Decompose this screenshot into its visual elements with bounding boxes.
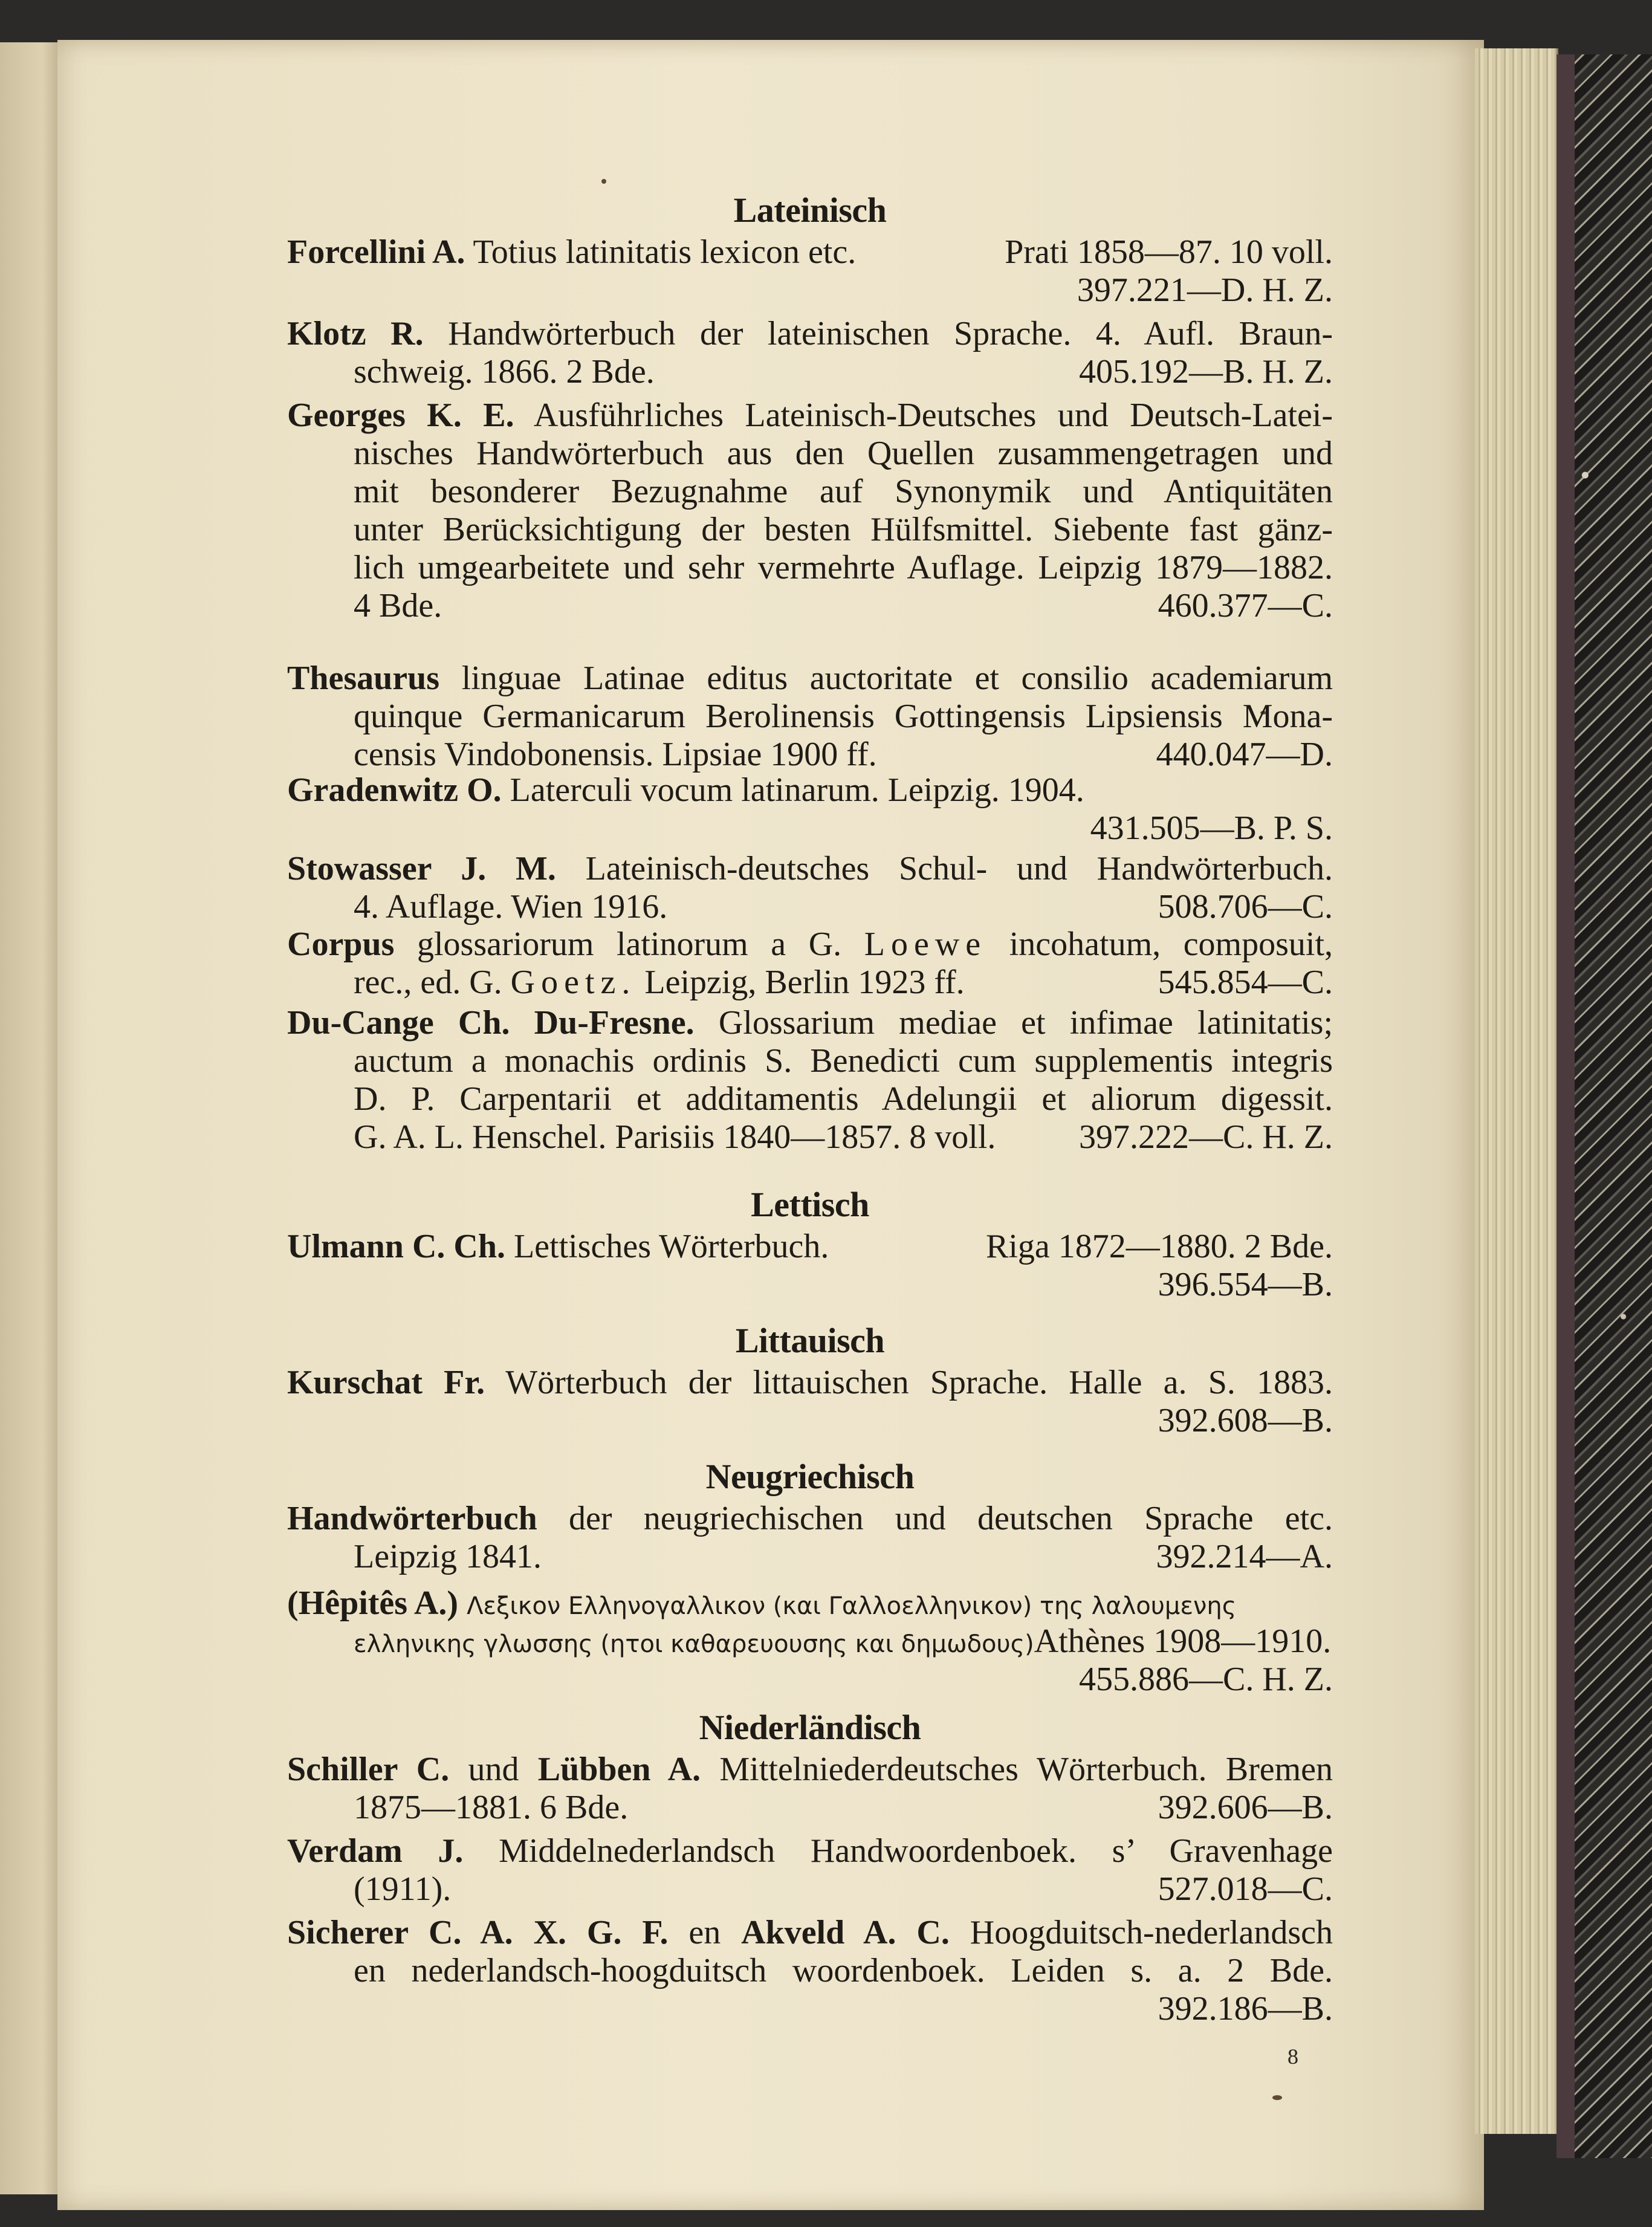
entry-head: Sicherer C. A. X. G. F. [287, 1914, 669, 1951]
entry-text: Mittelniederdeutsches Wörterbuch. Bremen [719, 1751, 1333, 1788]
paper-speck [601, 179, 606, 184]
entry-text: linguae Latinae editus auctoritate et consilio academiarum [461, 660, 1333, 697]
entry-thesaurus [287, 660, 1333, 774]
entry-head: Thesaurus [287, 660, 440, 697]
entry-text: Prati 1858—87. 10 voll. [1005, 233, 1333, 271]
entry-text: Laterculi vocum latinarum. Leipzig. 1904. [510, 771, 1084, 809]
entry-text: Middelnederlandsch Handwoordenboek. s’ Gravenhage [499, 1832, 1333, 1870]
entry-handwoerterbuch [287, 1500, 1333, 1576]
entry-text: rec., ed. G. [354, 964, 502, 1001]
entry-verdam [287, 1832, 1333, 1908]
paper-speck [1272, 2095, 1282, 2100]
shelf-mark: 440.047—D. [1156, 736, 1333, 773]
entry-head: Georges K. E. [287, 397, 514, 434]
entry-text: Hoogduitsch-nederlandsch [970, 1914, 1333, 1951]
entry-head: Du-Cange Ch. Du-Fresne. [287, 1004, 695, 1042]
entry-head: Kurschat Fr. [287, 1364, 485, 1401]
signature-mark: 8 [1288, 2044, 1298, 2069]
entry-georges [287, 397, 1333, 625]
entry-text: und [468, 1751, 519, 1788]
entry-head: Stowasser J. M. [287, 850, 556, 887]
greek-title: Λεξικον Ελληνογαλλικον (και Γαλλοελληνικον) της λαλουμενης [467, 1592, 1237, 1620]
section-title-lateinisch: Lateinisch [733, 190, 887, 230]
entry-text: Leipzig 1841. [354, 1538, 542, 1575]
shelf-mark: 392.608—B. [1158, 1402, 1333, 1439]
entry-text: glossariorum latinorum a G. [416, 925, 842, 963]
entry-text: G. A. L. Henschel. Parisiis 1840—1857. 8 voll. [354, 1118, 996, 1156]
book-page [57, 40, 1484, 2210]
entry-schiller [287, 1751, 1333, 1827]
entry-stowasser [287, 850, 1333, 926]
cover-spine-strip [1556, 54, 1575, 2158]
entry-text: D. P. Carpentarii et additamentis Adelungii et aliorum digessit. [354, 1080, 1333, 1118]
entry-text: en nederlandsch-hoogduitsch woordenboek. Leiden s. a. 2 Bde. [354, 1952, 1333, 1989]
shelf-mark: 397.222—C. H. Z. [1079, 1118, 1333, 1156]
shelf-mark: 455.886—C. H. Z. [1079, 1661, 1333, 1698]
entry-text: mit besonderer Bezugnahme auf Synonymik und Antiquitäten [354, 473, 1333, 510]
entry-text: Glossarium mediae et infimae latinitatis; [718, 1004, 1333, 1042]
entry-head: Klotz R. [287, 315, 424, 352]
entry-text: Athènes 1908—1910. [1034, 1622, 1332, 1660]
entry-corpus [287, 925, 1333, 1002]
entry-text: Totius latinitatis lexicon etc. [473, 233, 857, 271]
entry-forcellini [287, 233, 1333, 310]
entry-head: (Hêpitês A.) [287, 1584, 459, 1622]
entry-text: Lettisches Wörterbuch. [513, 1228, 829, 1265]
entry-ducange [287, 1004, 1333, 1156]
greek-title: ελληνικης γλωσσης (ητοι καθαρευουσης και δημωδους) [354, 1630, 1034, 1658]
entry-head: Akveld A. C. [741, 1914, 950, 1951]
section-title-littauisch: Littauisch [735, 1321, 885, 1360]
entry-ulmann [287, 1228, 1333, 1304]
entry-text: Handwörterbuch der lateinischen Sprache. 4. Aufl. Braun- [448, 315, 1333, 352]
entry-text: auctum a monachis ordinis S. Benedicti cum supplementis integris [354, 1042, 1333, 1080]
entry-head: Corpus [287, 925, 395, 963]
entry-text: censis Vindobonensis. Lipsiae 1900 ff. [354, 736, 877, 773]
entry-text: Wörterbuch der littauischen Sprache. Halle a. S. 1883. [505, 1364, 1333, 1401]
entry-text: (1911). [354, 1870, 452, 1908]
facing-page-edge [0, 42, 60, 2194]
entry-text: Lateinisch-deutsches Schul- und Handwörterbuch. [585, 850, 1333, 887]
editor-name: Goetz. [510, 964, 637, 1001]
shelf-mark: 545.854—C. [1158, 964, 1333, 1001]
shelf-mark: 392.606—B. [1158, 1789, 1333, 1826]
section-title-niederlaendisch: Niederländisch [699, 1708, 921, 1747]
entry-text: quinque Germanicarum Berolinensis Gottingensis Lipsiensis Mona- [354, 698, 1333, 735]
shelf-mark: 508.706—C. [1158, 888, 1333, 925]
entry-text: nisches Handwörterbuch aus den Quellen zusammengetragen und [354, 435, 1333, 472]
shelf-mark: 460.377—C. [1158, 587, 1333, 624]
editor-name: Loewe [864, 925, 987, 963]
entry-text: 4 Bde. [354, 587, 442, 624]
entry-head: Handwörterbuch [287, 1500, 537, 1537]
shelf-mark: 397.221—D. H. Z. [1077, 271, 1333, 309]
entry-text: 4. Auflage. Wien 1916. [354, 888, 668, 925]
entry-sicherer [287, 1914, 1333, 2028]
section-title-lettisch: Lettisch [751, 1185, 869, 1224]
page-edges [1475, 48, 1558, 2134]
entry-hepites [287, 1584, 1333, 1699]
section-title-neugriechisch: Neugriechisch [705, 1457, 915, 1496]
entry-head: Lübben A. [537, 1751, 701, 1788]
shelf-mark: 405.192—B. H. Z. [1079, 353, 1333, 391]
entry-text: lich umgearbeitete und sehr vermehrte Auflage. Leipzig 1879—1882. [354, 549, 1333, 586]
entry-text: en [688, 1914, 721, 1951]
shelf-mark: 396.554—B. [1158, 1266, 1333, 1303]
entry-text: schweig. 1866. 2 Bde. [354, 353, 655, 391]
entry-text: Ausführliches Lateinisch-Deutsches und Deutsch-Latei- [533, 397, 1333, 434]
shelf-mark: 431.505—B. P. S. [1090, 809, 1333, 847]
entry-text: Leipzig, Berlin 1923 ff. [644, 964, 965, 1001]
shelf-mark: 392.186—B. [1158, 1990, 1333, 2028]
entry-head: Ulmann C. Ch. [287, 1228, 505, 1265]
entry-kurschat [287, 1364, 1333, 1440]
entry-gradenwitz [287, 771, 1333, 848]
entry-head: Schiller C. [287, 1751, 450, 1788]
shelf-mark: 527.018—C. [1158, 1870, 1333, 1908]
entry-head: Forcellini A. [287, 233, 465, 271]
entry-head: Verdam J. [287, 1832, 464, 1870]
entry-klotz [287, 315, 1333, 391]
entry-text: incohatum, composuit, [1009, 925, 1333, 963]
shelf-mark: 392.214—A. [1156, 1538, 1333, 1575]
entry-head: Gradenwitz O. [287, 771, 502, 809]
entry-text: der neugriechischen und deutschen Sprache etc. [569, 1500, 1333, 1537]
entry-text: unter Berücksichtigung der besten Hülfsmittel. Siebente fast gänz- [354, 511, 1333, 548]
entry-text: Riga 1872—1880. 2 Bde. [986, 1228, 1333, 1265]
entry-text: 1875—1881. 6 Bde. [354, 1789, 629, 1826]
